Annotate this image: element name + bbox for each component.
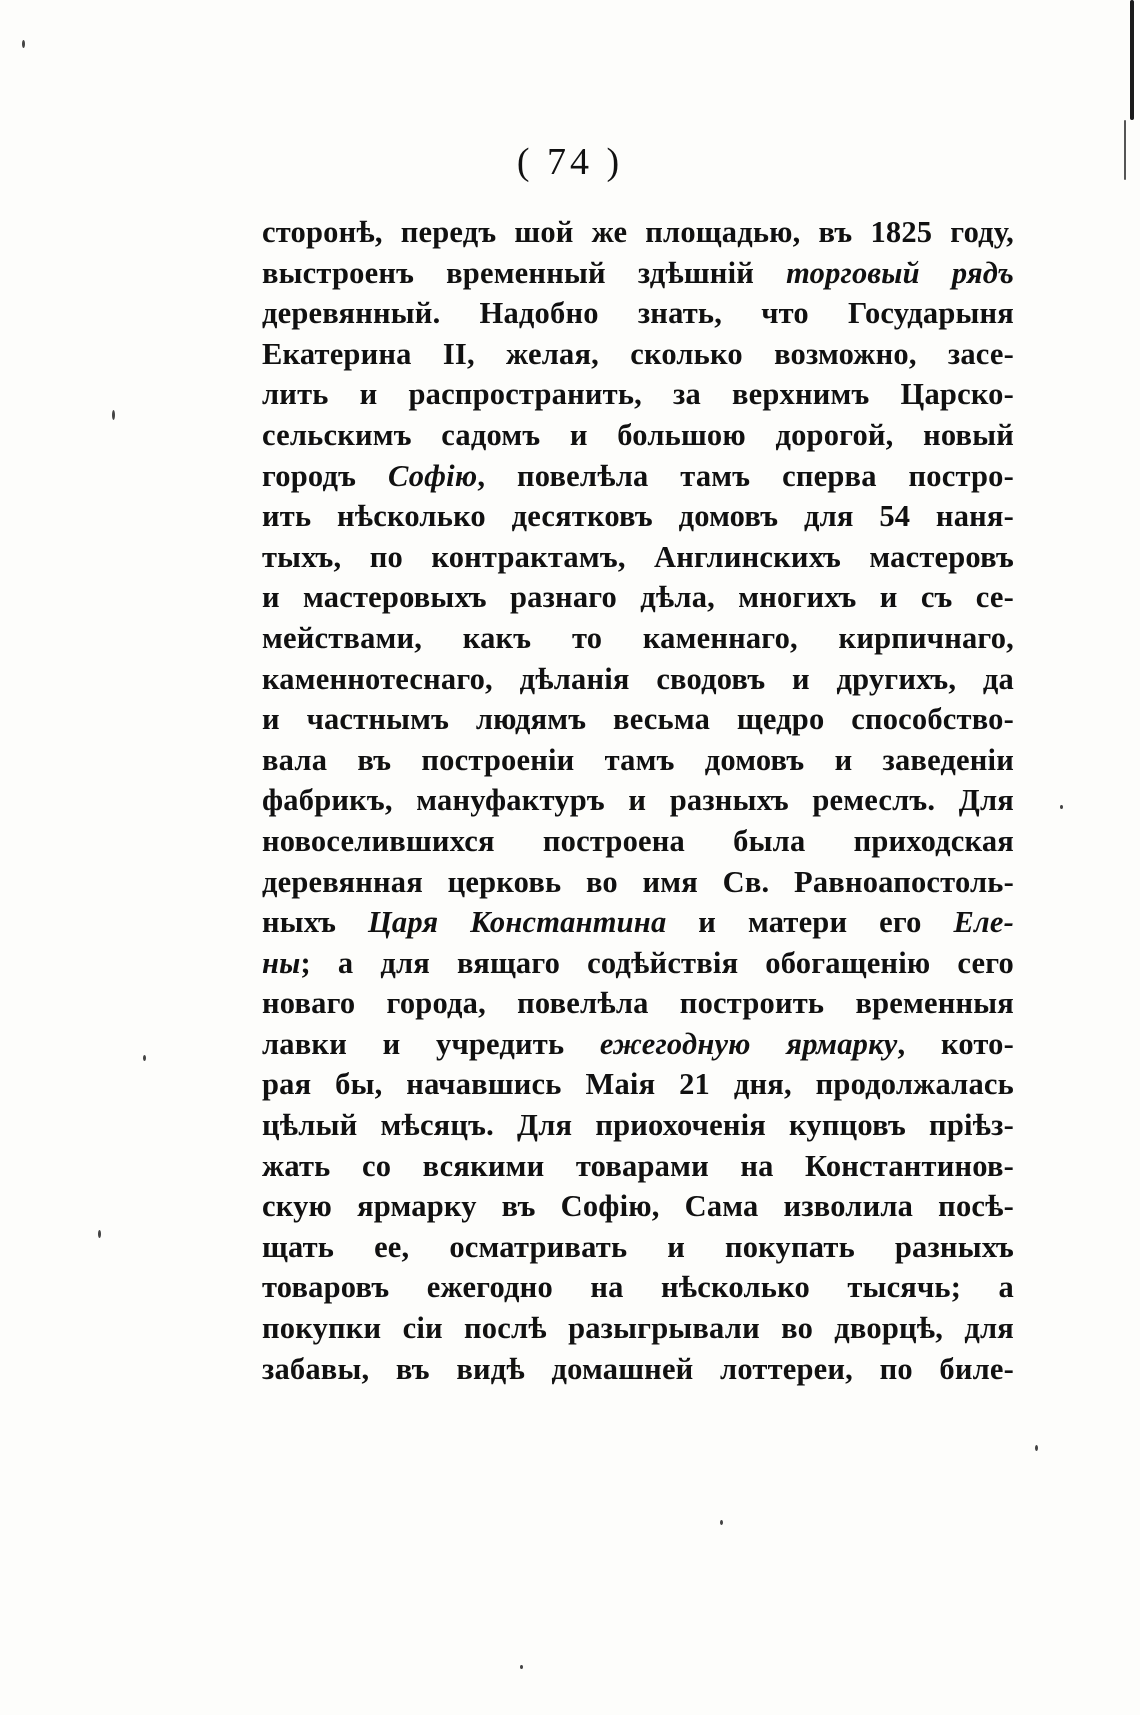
page-number: ( 74 ) xyxy=(516,141,624,183)
text-segment: щать ее, осматривать и покупать разныхъ xyxy=(262,1229,1014,1264)
text-segment: , повелѣла тамъ сперва постро- xyxy=(477,458,1014,493)
text-segment: жать со всякими товарами на Константинов- xyxy=(262,1148,1014,1183)
text-line xyxy=(262,577,1014,618)
ink-speck xyxy=(520,1665,523,1669)
text-line xyxy=(262,943,1014,984)
text-segment: фабрикъ, мануфактуръ и разныхъ ремеслъ. Для xyxy=(262,783,1014,818)
text-segment: ныхъ xyxy=(262,905,368,940)
text-segment: товаровъ ежегодно на нѣсколько тысячь; а xyxy=(262,1270,1014,1305)
italic-phrase: ежегодную ярмарку xyxy=(599,1026,898,1061)
text-line xyxy=(262,659,1014,700)
text-line xyxy=(262,415,1014,456)
text-segment: Екатерина II, желая, сколько возможно, засе- xyxy=(262,336,1014,371)
text-line xyxy=(262,862,1014,903)
text-segment: скую ярмарку въ Софію, Сама изволила посѣ- xyxy=(262,1189,1014,1224)
ink-speck xyxy=(1035,1445,1038,1451)
text-segment: мействами, какъ то каменнаго, кирпичнаго, xyxy=(262,620,1014,655)
italic-phrase: ны xyxy=(262,945,301,980)
text-line xyxy=(262,902,1014,943)
text-line xyxy=(262,1267,1014,1308)
text-line xyxy=(262,821,1014,862)
text-segment: , кото- xyxy=(897,1026,1014,1061)
text-segment: сельскимъ садомъ и большою дорогой, новый xyxy=(262,417,1014,452)
text-segment: ить нѣсколько десятковъ домовъ для 54 наня- xyxy=(262,499,1014,534)
text-segment: деревянная церковь во имя Св. Равноапостоль- xyxy=(262,864,1014,899)
text-line xyxy=(262,618,1014,659)
text-line xyxy=(262,1186,1014,1227)
text-line xyxy=(262,537,1014,578)
text-segment: выстроенъ временный здѣшній xyxy=(262,255,787,290)
ink-speck xyxy=(98,1230,101,1238)
ink-speck xyxy=(143,1055,146,1061)
ink-speck xyxy=(1060,805,1063,809)
text-segment: и частнымъ людямъ весьма щедро способство- xyxy=(262,702,1014,737)
text-line xyxy=(262,699,1014,740)
text-segment: покупки сіи послѣ разыгрывали во дворцѣ, для xyxy=(262,1311,1014,1346)
body-text xyxy=(262,212,1014,1389)
italic-phrase: Еле- xyxy=(953,905,1014,940)
text-line xyxy=(262,334,1014,375)
text-segment: каменнотеснаго, дѣланія сводовъ и другихъ, да xyxy=(262,661,1014,696)
text-line xyxy=(262,1308,1014,1349)
text-line xyxy=(262,456,1014,497)
text-line xyxy=(262,1349,1014,1390)
italic-phrase: Софію xyxy=(387,458,478,493)
text-segment: новаго города, повелѣла построить временныя xyxy=(262,986,1014,1021)
text-line xyxy=(262,780,1014,821)
text-line xyxy=(262,1146,1014,1187)
italic-phrase: Царя Константина xyxy=(367,905,667,940)
text-segment: цѣлый мѣсяцъ. Для приохоченія купцовъ пріѣз- xyxy=(262,1108,1014,1143)
italic-phrase: торговый рядъ xyxy=(786,255,1014,290)
text-segment: сторонѣ, передъ шой же площадью, въ 1825 году, xyxy=(262,215,1014,249)
text-line xyxy=(262,293,1014,334)
ink-speck xyxy=(720,1520,723,1525)
text-line xyxy=(262,1024,1014,1065)
text-segment: и матери его xyxy=(666,905,954,940)
text-line xyxy=(262,983,1014,1024)
text-segment: деревянный. Надобно знать, что Государыня xyxy=(262,296,1014,331)
text-line xyxy=(262,740,1014,781)
text-line xyxy=(262,1105,1014,1146)
text-segment: и мастеровыхъ разнаго дѣла, многихъ и съ се- xyxy=(262,580,1014,615)
text-line xyxy=(262,1064,1014,1105)
text-segment: лавки и учредить xyxy=(262,1026,600,1061)
text-segment: городъ xyxy=(262,458,388,493)
text-segment: новоселившихся построена была приходская xyxy=(262,823,1014,858)
text-line xyxy=(262,496,1014,537)
page-edge-mark xyxy=(1130,0,1134,120)
text-segment: тыхъ, по контрактамъ, Англинскихъ мастеровъ xyxy=(262,539,1014,574)
text-line xyxy=(262,374,1014,415)
ink-speck xyxy=(112,410,115,420)
text-segment: рая бы, начавшись Маія 21 дня, продолжалась xyxy=(262,1067,1014,1102)
text-line xyxy=(262,1227,1014,1268)
text-segment: забавы, въ видѣ домашней лоттереи, по биле- xyxy=(262,1351,1014,1386)
text-segment: ; а для вящаго содѣйствія обогащенію сего xyxy=(300,945,1014,980)
text-line xyxy=(262,253,1014,294)
text-segment: лить и распространить, за верхнимъ Царско- xyxy=(262,377,1014,412)
ink-speck xyxy=(22,40,25,48)
text-segment: вала въ построеніи тамъ домовъ и заведеніи xyxy=(262,742,1014,777)
text-line xyxy=(262,212,1014,253)
